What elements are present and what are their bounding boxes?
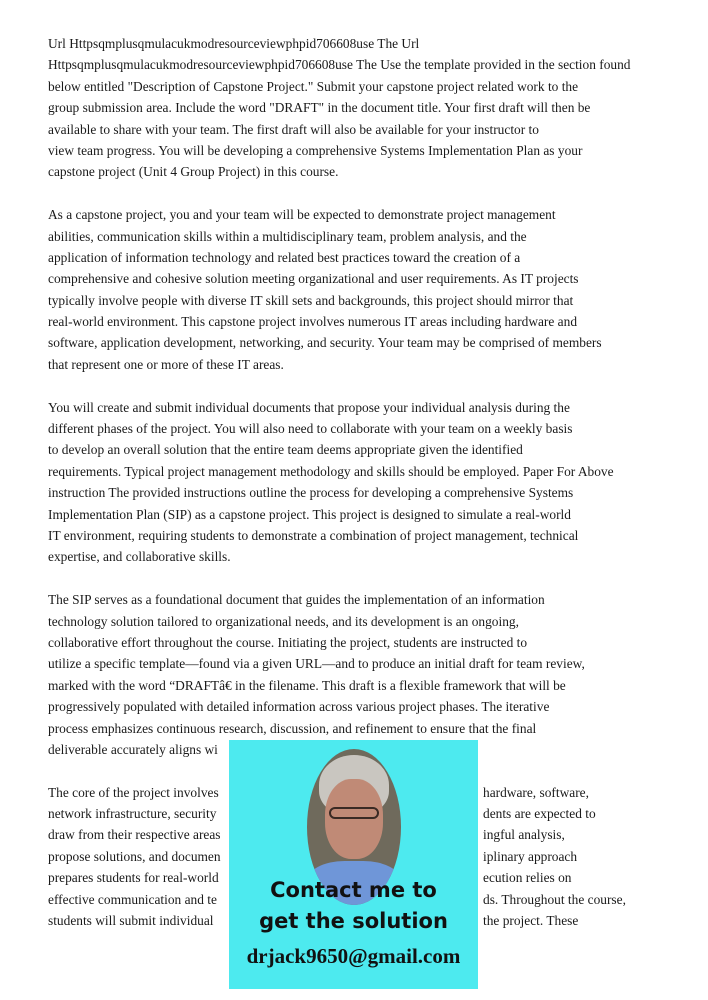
text-fragment-right: ecution relies on [483, 870, 572, 886]
text-fragment-left: The core of the project involves [48, 784, 219, 800]
text-line: below entitled "Description of Capstone Project." Submit your capstone project related work to the [48, 78, 579, 94]
text-line: technology solution tailored to organizational needs, and its development is an ongoing, [48, 613, 519, 629]
text-line: capstone project (Unit 4 Group Project) in this course. [48, 164, 339, 180]
text-line: Httpsqmplusqmulacukmodresourceviewphpid706608use The Use the template provided in the section found [48, 57, 631, 73]
text-fragment-right: ds. Throughout the course, [483, 891, 626, 907]
text-fragment-left: draw from their respective areas [48, 827, 221, 843]
text-fragment-left: network infrastructure, security [48, 806, 217, 822]
text-line: IT environment, requiring students to demonstrate a combination of project management, technical [48, 527, 579, 543]
contact-promo-banner[interactable] [229, 740, 478, 989]
text-fragment-right: iplinary approach [483, 848, 578, 864]
text-line: real-world environment. This capstone project involves numerous IT areas including hardware and [48, 314, 578, 330]
text-line: view team progress. You will be developing a comprehensive Systems Implementation Plan as your [48, 142, 583, 158]
text-line: typically involve people with diverse IT skill sets and backgrounds, this project should mirror that [48, 292, 574, 308]
text-line: that represent one or more of these IT areas. [48, 356, 284, 372]
text-fragment-right: ingful analysis, [483, 827, 565, 843]
text-fragment-right: dents are expected to [483, 806, 596, 822]
text-fragment-left: propose solutions, and documen [48, 848, 221, 864]
text-line: different phases of the project. You will also need to collaborate with your team on a weekly basis [48, 421, 573, 437]
promo-line-2: get the solution [259, 909, 448, 933]
text-line: to develop an overall solution that the entire team deems appropriate given the identified [48, 442, 523, 458]
text-fragment-right: hardware, software, [483, 784, 589, 800]
text-fragment-right: the project. These [483, 913, 579, 929]
text-line: abilities, communication skills within a multidisciplinary team, problem analysis, and the [48, 228, 527, 244]
text-line: collaborative effort throughout the course. Initiating the project, students are instructed to [48, 634, 528, 650]
text-line: comprehensive and cohesive solution meeting organizational and user requirements. As IT projects [48, 271, 579, 287]
text-fragment-left: students will submit individual [48, 913, 214, 929]
paragraph [48, 589, 688, 760]
text-fragment-left: prepares students for real-world [48, 870, 219, 886]
text-line: deliverable accurately aligns wi [48, 741, 218, 757]
text-line: Implementation Plan (SIP) as a capstone project. This project is designed to simulate a real-world [48, 506, 571, 522]
paragraph [48, 204, 688, 375]
text-line: The SIP serves as a foundational document that guides the implementation of an information [48, 592, 545, 608]
text-fragment-left: effective communication and te [48, 891, 217, 907]
text-line: software, application development, networking, and security. Your team may be comprised of members [48, 335, 602, 351]
text-line: application of information technology and related best practices toward the creation of a [48, 249, 521, 265]
text-line: process emphasizes continuous research, discussion, and refinement to ensure that the final [48, 720, 537, 736]
paragraph [48, 33, 688, 183]
promo-email[interactable]: drjack9650@gmail.com [246, 944, 461, 968]
text-line: group submission area. Include the word "DRAFT" in the document title. Your first draft will then be [48, 100, 591, 116]
text-line: available to share with your team. The first draft will also be available for your instructor to [48, 121, 539, 137]
text-line: As a capstone project, you and your team will be expected to demonstrate project management [48, 207, 556, 223]
text-line: marked with the word “DRAFTâ€ in the filename. This draft is a flexible framework that will be [48, 677, 566, 693]
text-line: instruction The provided instructions outline the process for developing a comprehensive Systems [48, 485, 574, 501]
paragraph [48, 397, 688, 568]
text-line: requirements. Typical project management methodology and skills should be employed. Paper For Above [48, 463, 614, 479]
text-line: progressively populated with detailed information across various project phases. The iterative [48, 699, 550, 715]
promo-line-1: Contact me to [270, 878, 437, 902]
text-line: expertise, and collaborative skills. [48, 549, 231, 565]
text-line: utilize a specific template—found via a given URL—and to produce an initial draft for team review, [48, 656, 585, 672]
text-line: Url Httpsqmplusqmulacukmodresourceviewphpid706608use The Url [48, 36, 420, 51]
text-line: You will create and submit individual documents that propose your individual analysis during the [48, 399, 570, 415]
